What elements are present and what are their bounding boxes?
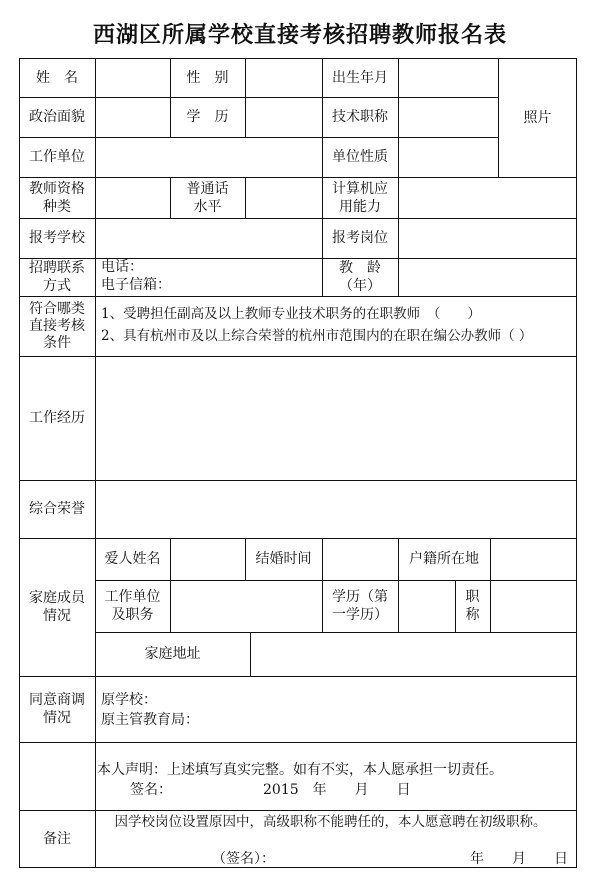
orig-school-label: 原学校： <box>101 692 157 708</box>
qualify-label-line: 条件 <box>43 334 71 351</box>
politics-field[interactable] <box>95 97 170 137</box>
marriage-time-label: 结婚时间 <box>255 551 312 567</box>
gender-field[interactable] <box>245 58 322 97</box>
contact-label <box>19 258 95 296</box>
tech-title-field[interactable] <box>398 97 498 137</box>
spouse-unit-label-line: 及职务 <box>111 607 154 623</box>
remarks-text: 因学校岗位设置原因中，高级职称不能聘任的，本人愿意聘在初级职称。 <box>101 814 547 830</box>
family-label-line: 情况 <box>43 608 71 624</box>
name-field[interactable] <box>95 58 170 97</box>
contact-label-line: 方式 <box>43 278 71 294</box>
transfer-label-line: 情况 <box>43 710 71 726</box>
spouse-edu-label-line: 一学历） <box>332 607 388 623</box>
orig-bureau-label: 原主管教育局： <box>101 712 199 728</box>
row-line <box>19 296 577 297</box>
work-history-field[interactable] <box>95 356 577 480</box>
remarks-signature[interactable]: （签名）： <box>212 851 275 867</box>
household-field[interactable] <box>490 538 577 580</box>
honors-label: 综合荣誉 <box>29 501 85 517</box>
spouse-name-label: 爱人姓名 <box>104 551 161 567</box>
home-addr-label: 家庭地址 <box>144 646 201 662</box>
teaching-age-label-line: （年） <box>339 278 381 294</box>
computer-label-line: 用能力 <box>339 198 381 215</box>
remarks-date[interactable]: 年 月 日 <box>470 851 568 867</box>
spouse-name-field[interactable] <box>170 538 245 580</box>
spouse-title-label-line: 称 <box>465 607 480 623</box>
declaration-signature[interactable]: 签名： 2015 年 月 日 <box>130 782 411 798</box>
qualify-label <box>19 296 95 356</box>
form-title: 西湖区所属学校直接考核招聘教师报名表 <box>92 22 507 48</box>
mandarin-field[interactable] <box>245 177 322 218</box>
teacher-cert-field[interactable] <box>95 177 170 218</box>
apply-post-field[interactable] <box>398 218 577 258</box>
phone-label: 电话： <box>101 259 143 275</box>
spouse-edu-label <box>322 580 398 632</box>
mandarin-label-line: 水平 <box>193 198 222 215</box>
spouse-edu-label-line: 学历（第 <box>332 589 388 605</box>
politics-label: 政治面貌 <box>29 109 85 125</box>
computer-label-line: 计算机应 <box>332 180 388 197</box>
spouse-edu-field[interactable] <box>398 580 455 632</box>
birth-label: 出生年月 <box>332 69 388 86</box>
spouse-unit-field[interactable] <box>170 580 322 632</box>
spouse-unit-label <box>95 580 170 632</box>
education-label: 学 历 <box>186 109 229 125</box>
qualify-label-line: 直接考核 <box>29 317 85 334</box>
birth-field[interactable] <box>398 58 498 97</box>
apply-post-label: 报考岗位 <box>332 230 388 246</box>
contact-label-line: 招聘联系 <box>29 260 85 276</box>
unit-nature-field[interactable] <box>398 137 498 177</box>
qualify-option-2[interactable]: 2、具有杭州市及以上综合荣誉的杭州市范围内的在职在编公办教师（ ） <box>101 328 533 344</box>
row-line <box>19 742 577 743</box>
name-label: 姓 名 <box>36 69 78 86</box>
honors-field[interactable] <box>95 480 577 538</box>
home-addr-field[interactable] <box>250 632 577 676</box>
education-field[interactable] <box>245 97 322 137</box>
teacher-cert-label-line: 教师资格 <box>29 180 85 197</box>
qualify-label-line: 符合哪类 <box>29 300 85 317</box>
mandarin-label-line: 普通话 <box>186 180 229 197</box>
teaching-age-field[interactable] <box>398 258 577 296</box>
marriage-time-field[interactable] <box>322 538 398 580</box>
work-unit-label: 工作单位 <box>29 149 85 165</box>
household-label: 户籍所在地 <box>409 551 479 567</box>
teaching-age-label <box>322 258 398 296</box>
spouse-title-field[interactable] <box>490 580 577 632</box>
contact-field[interactable] <box>95 258 322 296</box>
work-unit-field[interactable] <box>95 137 322 177</box>
email-label: 电子信箱： <box>101 277 171 293</box>
spouse-title-label <box>455 580 490 632</box>
unit-nature-label: 单位性质 <box>332 149 388 165</box>
apply-school-field[interactable] <box>95 218 322 258</box>
spouse-unit-label-line: 工作单位 <box>104 589 161 605</box>
computer-label <box>322 177 398 218</box>
family-label-line: 家庭成员 <box>29 590 85 606</box>
transfer-label <box>19 676 95 742</box>
photo-box[interactable]: 照片 <box>523 109 552 126</box>
mandarin-label <box>170 177 245 218</box>
row-line <box>19 676 577 677</box>
gender-label: 性 别 <box>186 69 229 86</box>
declaration-text: 本人声明：上述填写真实完整。如有不实，本人愿承担一切责任。 <box>97 762 503 778</box>
transfer-label-line: 同意商调 <box>29 692 85 708</box>
family-label <box>19 538 95 676</box>
tech-title-label: 技术职称 <box>332 109 388 125</box>
remarks-label: 备注 <box>43 831 71 847</box>
spouse-title-label-line: 职 <box>465 589 480 605</box>
apply-school-label: 报考学校 <box>29 230 85 246</box>
row-line <box>19 810 577 811</box>
teacher-cert-label-line: 种类 <box>43 198 71 215</box>
teacher-cert-label <box>19 177 95 218</box>
teaching-age-label-line: 教 龄 <box>339 260 381 276</box>
qualify-option-1[interactable]: 1、受聘担任副高及以上教师专业技术职务的在职教师 （ ） <box>101 306 481 322</box>
computer-field[interactable] <box>398 177 577 218</box>
work-history-label: 工作经历 <box>29 410 85 426</box>
